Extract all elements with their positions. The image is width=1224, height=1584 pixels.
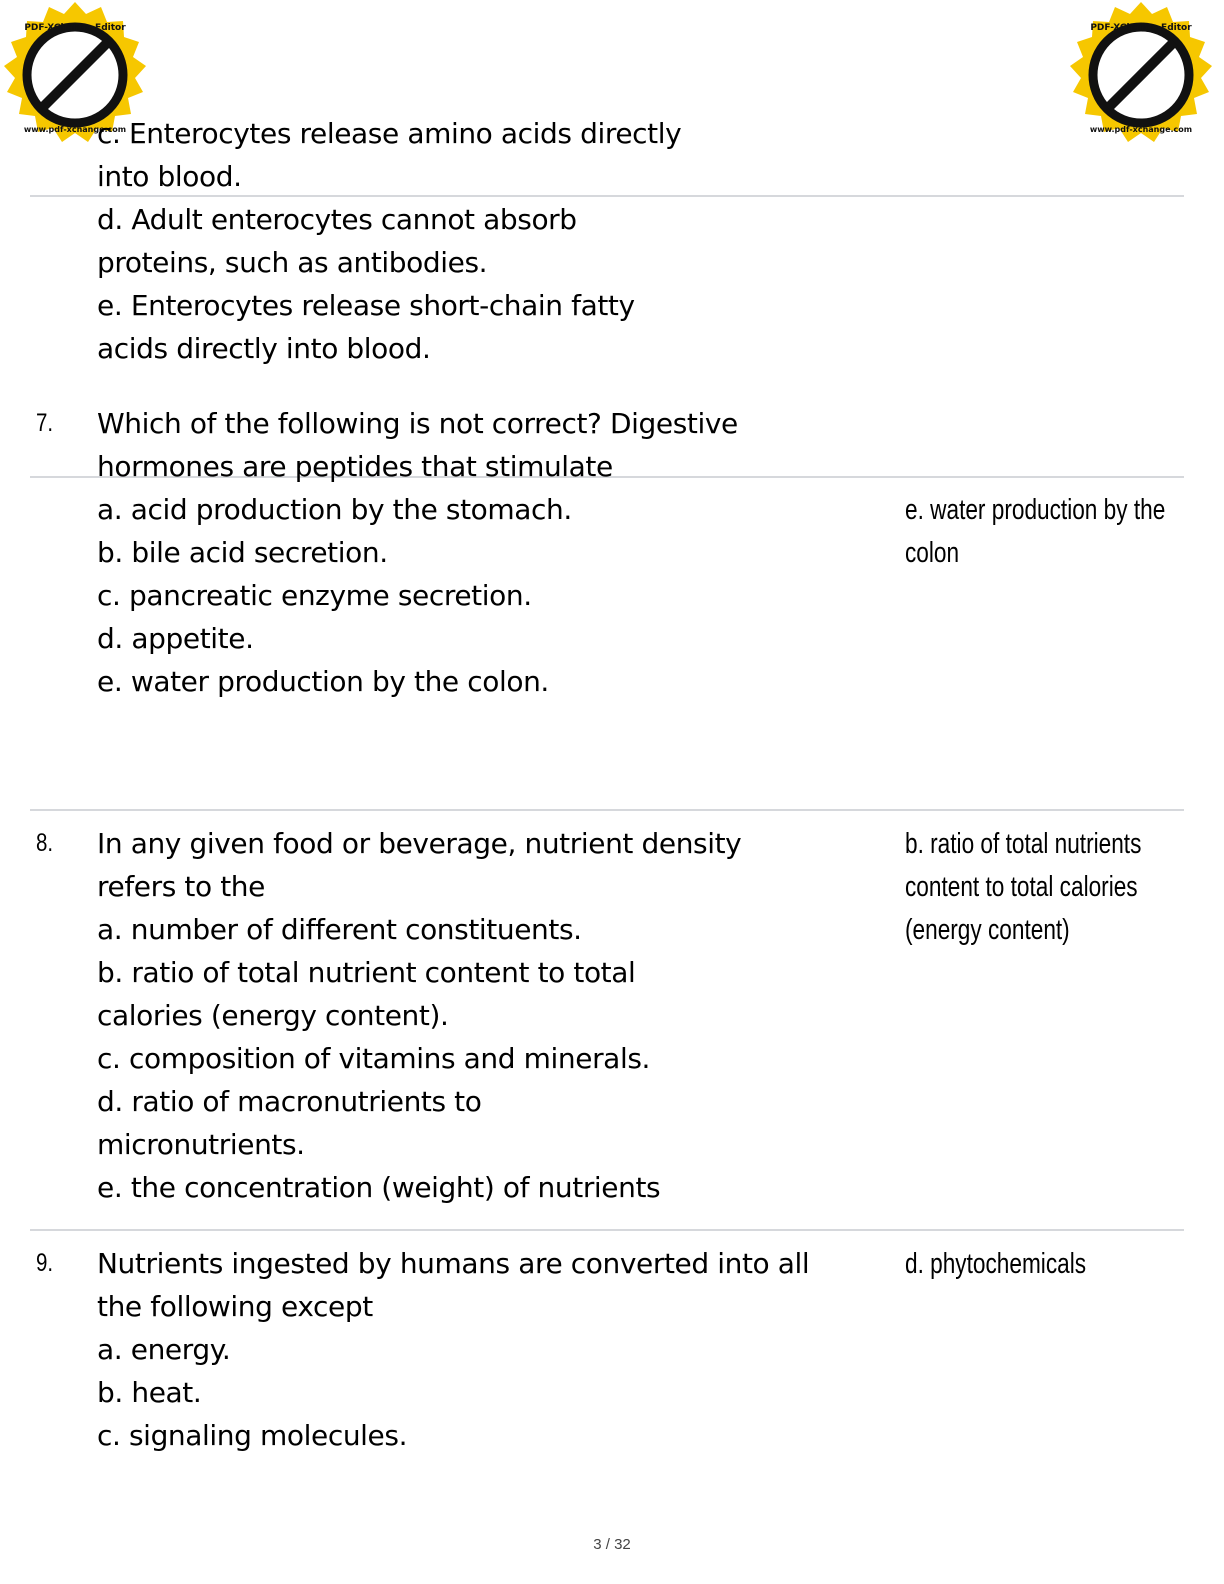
option-line: c. signaling molecules. (97, 1419, 408, 1452)
svg-text:Click to BUY NOW!: Click to BUY NOW! (1115, 49, 1168, 102)
svg-text:PDF-XChange Editor: PDF-XChange Editor (1090, 23, 1192, 33)
row-divider (30, 809, 1184, 811)
option-line: acids directly into blood. (97, 332, 431, 365)
svg-text:PDF-XChange Editor: PDF-XChange Editor (24, 23, 126, 33)
question-text: In any given food or beverage, nutrient density (97, 827, 742, 860)
option-line: e. the concentration (weight) of nutrients (97, 1171, 661, 1204)
answer-line: e. water production by the (905, 494, 1166, 526)
option-line: d. ratio of macronutrients to (97, 1085, 482, 1118)
answer-line: colon (905, 537, 960, 569)
answer-line: d. phytochemicals (905, 1248, 1087, 1280)
row-divider (30, 1229, 1184, 1231)
svg-text:www.pdf-xchange.com: www.pdf-xchange.com (23, 125, 127, 134)
option-line: b. bile acid secretion. (97, 536, 388, 569)
answer-line: content to total calories (905, 871, 1138, 903)
option-line: b. ratio of total nutrient content to total (97, 956, 636, 989)
question-number: 9. (36, 1249, 54, 1277)
answer-line: b. ratio of total nutrients (905, 828, 1142, 860)
question-text: Which of the following is not correct? Digestive (97, 407, 738, 440)
option-line: a. number of different constituents. (97, 913, 582, 946)
option-line: b. heat. (97, 1376, 202, 1409)
option-line: c. Enterocytes release amino acids directly (97, 117, 682, 150)
option-line: calories (energy content). (97, 999, 449, 1032)
option-line: d. Adult enterocytes cannot absorb (97, 203, 577, 236)
option-line: micronutrients. (97, 1128, 305, 1161)
option-line: d. appetite. (97, 622, 254, 655)
svg-text:www.pdf-xchange.com: www.pdf-xchange.com (1089, 125, 1193, 134)
option-line: proteins, such as antibodies. (97, 246, 488, 279)
question-number: 8. (36, 829, 54, 857)
question-text: hormones are peptides that stimulate (97, 450, 613, 483)
question-number: 7. (36, 409, 54, 437)
question-text: Nutrients ingested by humans are converted into all (97, 1247, 810, 1280)
question-text: the following except (97, 1290, 373, 1323)
option-line: a. energy. (97, 1333, 231, 1366)
option-line: into blood. (97, 160, 242, 193)
option-line: a. acid production by the stomach. (97, 493, 572, 526)
question-text: refers to the (97, 870, 265, 903)
pdf-xchange-seal-right[interactable] (1066, 0, 1216, 150)
option-line: e. Enterocytes release short-chain fatty (97, 289, 635, 322)
option-line: c. composition of vitamins and minerals. (97, 1042, 651, 1075)
svg-text:Click to BUY NOW!: Click to BUY NOW! (49, 49, 102, 102)
page-number: 3 / 32 (593, 1536, 631, 1553)
option-line: c. pancreatic enzyme secretion. (97, 579, 532, 612)
option-line: e. water production by the colon. (97, 665, 549, 698)
answer-line: (energy content) (905, 914, 1070, 946)
